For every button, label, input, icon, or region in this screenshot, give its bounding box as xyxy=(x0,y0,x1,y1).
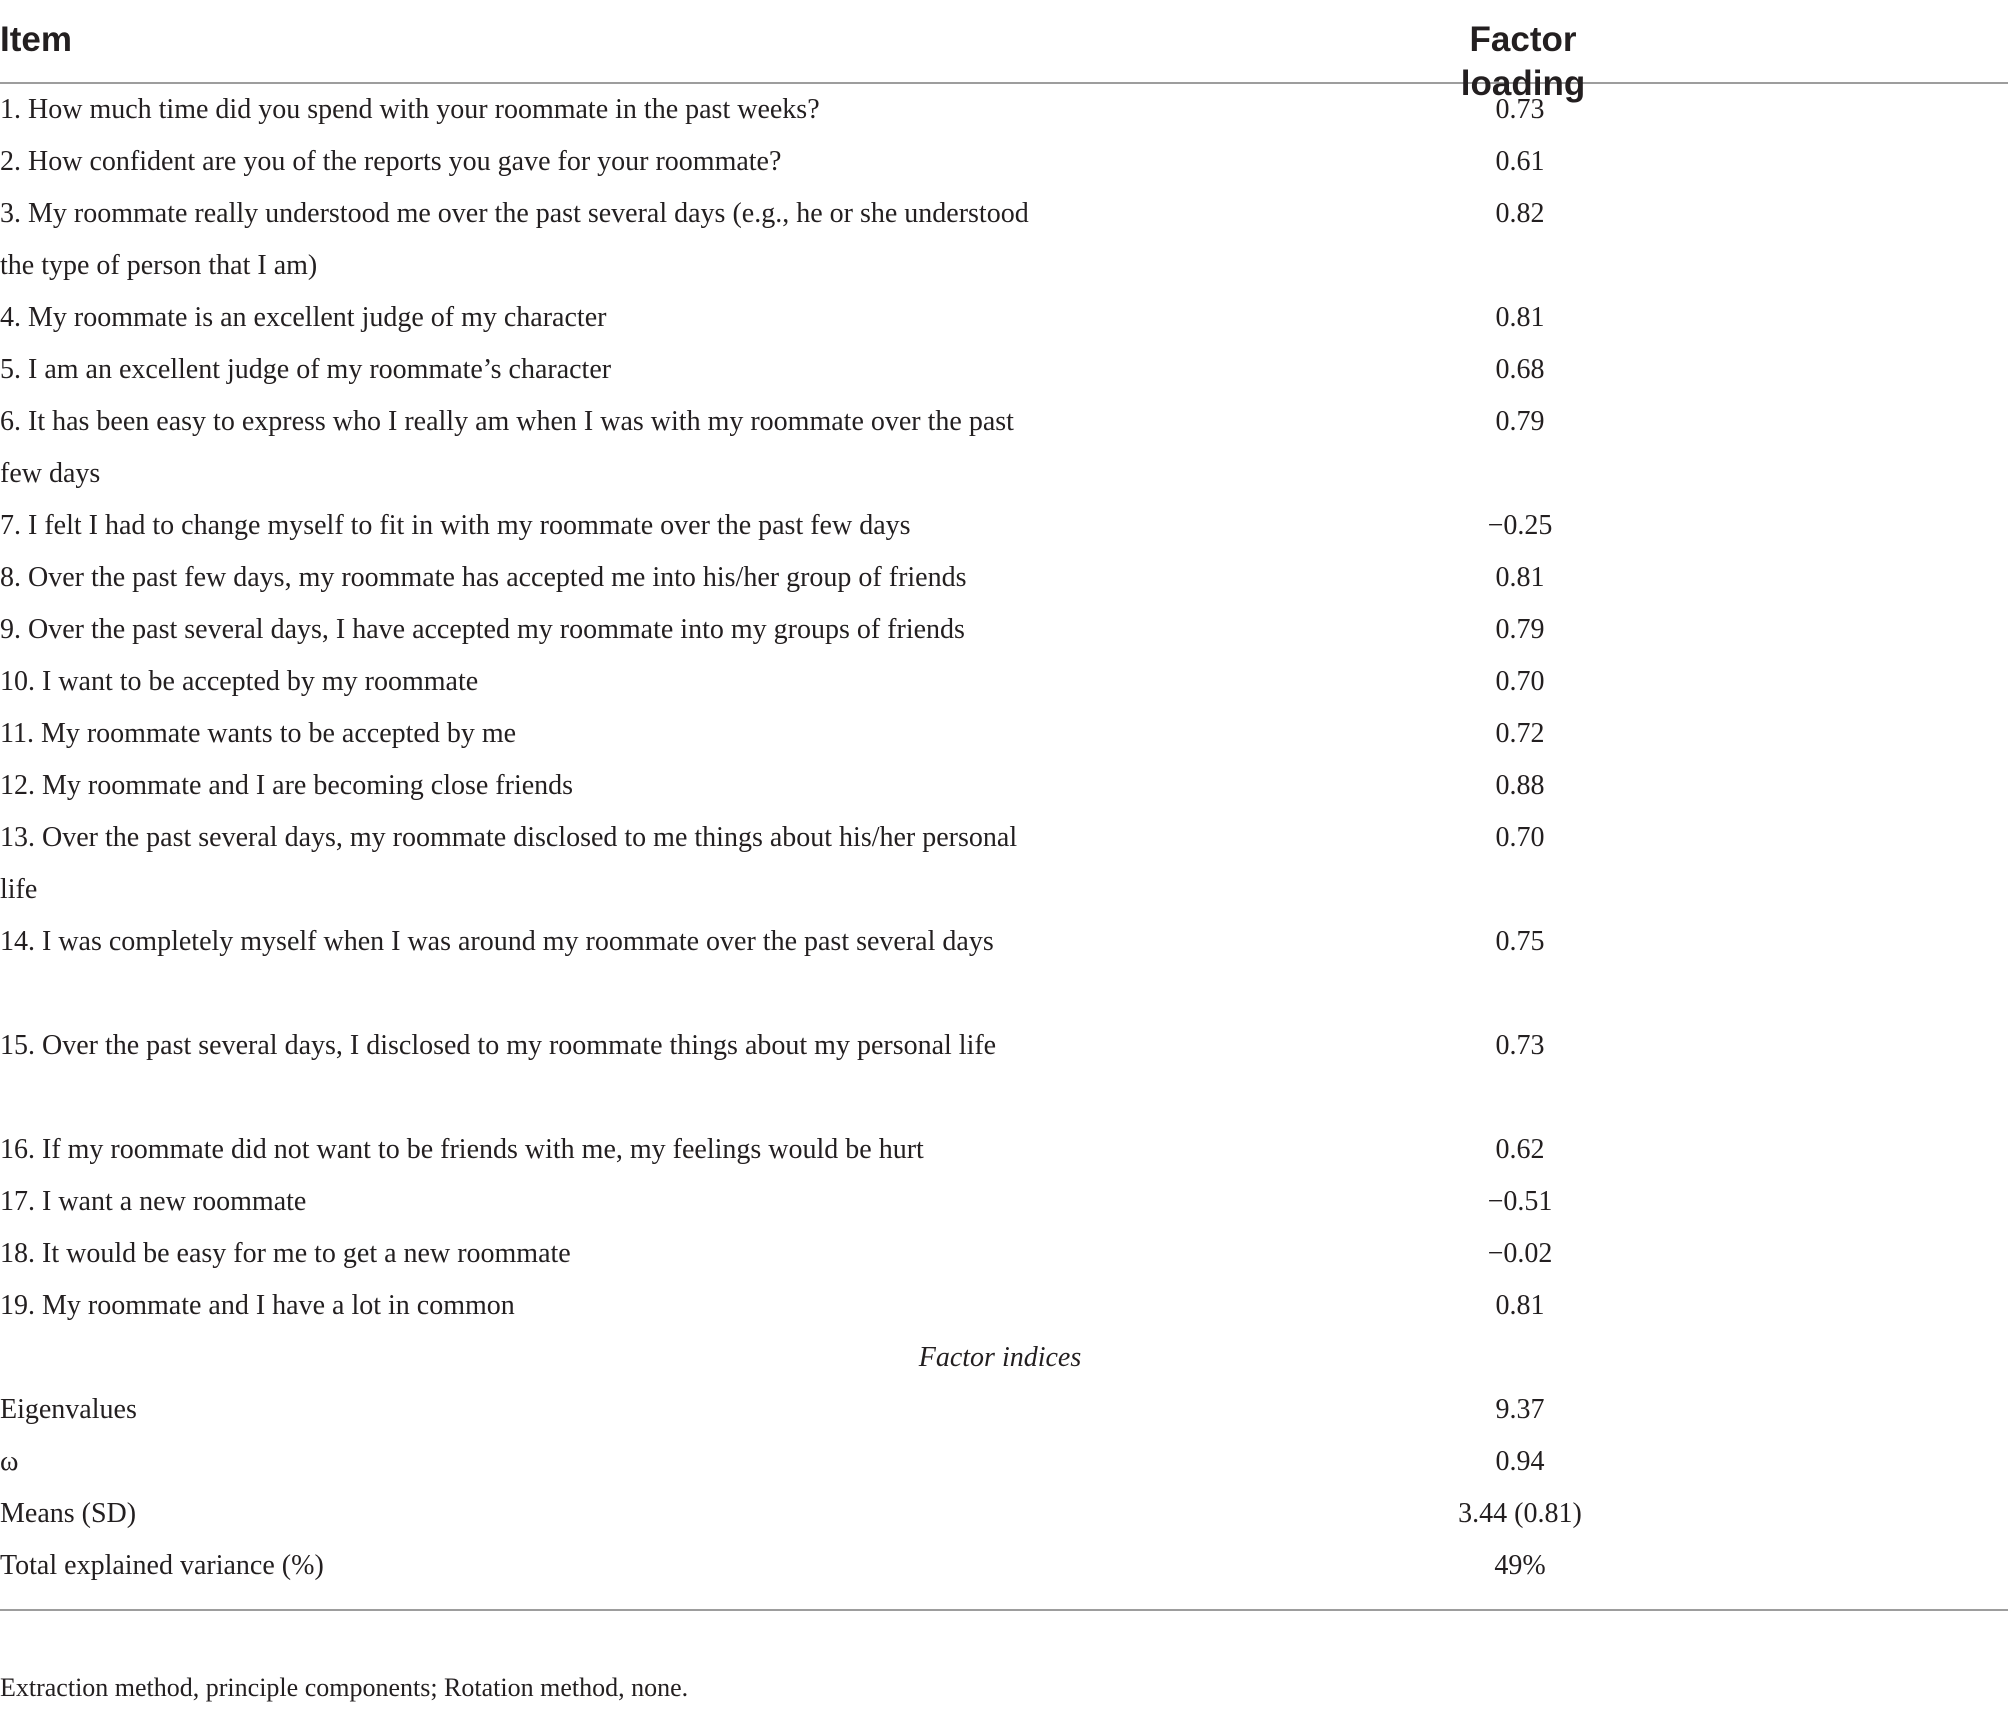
factor-loading-value: −0.02 xyxy=(1487,1238,1553,1269)
factor-loading-value: 0.73 xyxy=(1495,1030,1545,1061)
table-body xyxy=(0,84,2008,1592)
item-text: 7. I felt I had to change myself to fit in with my roommate over the past few days xyxy=(0,510,911,541)
table-row xyxy=(0,136,2008,188)
item-text: 15. Over the past several days, I disclosed to my roommate things about my personal life xyxy=(0,1030,997,1061)
section-title-factor-indices xyxy=(0,1332,2008,1384)
table-row xyxy=(0,188,2008,292)
table-row xyxy=(0,604,2008,656)
factor-loading-value: 0.82 xyxy=(1495,198,1545,229)
index-label: ω xyxy=(0,1446,19,1477)
item-text: 13. Over the past several days, my roommate disclosed to me things about his/her personal life xyxy=(0,822,1018,905)
table-row xyxy=(0,292,2008,344)
item-text: 1. How much time did you spend with your roommate in the past weeks? xyxy=(0,94,820,125)
table-row xyxy=(0,84,2008,136)
table-row xyxy=(0,760,2008,812)
item-text: 6. It has been easy to express who I really am when I was with my roommate over the past few days xyxy=(0,406,1014,489)
table-row xyxy=(0,708,2008,760)
index-row-means-sd xyxy=(0,1488,2008,1540)
factor-loading-value: 0.79 xyxy=(1495,406,1545,437)
factor-loading-value: 0.81 xyxy=(1495,302,1545,333)
factor-loading-value: 0.75 xyxy=(1495,926,1545,957)
factor-loading-value: 0.73 xyxy=(1495,94,1545,125)
table-footnote: Extraction method, principle components; Rotation method, none. xyxy=(0,1673,689,1702)
table-row xyxy=(0,344,2008,396)
item-text: 5. I am an excellent judge of my roommate’s character xyxy=(0,354,612,385)
index-row-omega xyxy=(0,1436,2008,1488)
factor-loading-value: 0.62 xyxy=(1495,1134,1545,1165)
item-text: 4. My roommate is an excellent judge of my character xyxy=(0,302,607,333)
table-row xyxy=(0,396,2008,500)
table-row xyxy=(0,812,2008,916)
item-text: 2. How confident are you of the reports you gave for your roommate? xyxy=(0,146,782,177)
item-text: 12. My roommate and I are becoming close friends xyxy=(0,770,574,801)
table-header xyxy=(0,0,2008,103)
factor-loading-value: 0.61 xyxy=(1495,146,1545,177)
item-text: 9. Over the past several days, I have accepted my roommate into my groups of friends xyxy=(0,614,965,645)
factor-loading-value: 0.79 xyxy=(1495,614,1545,645)
factor-loading-value: 0.81 xyxy=(1495,562,1545,593)
table-row xyxy=(0,1124,2008,1176)
factor-loading-value: −0.51 xyxy=(1487,1186,1553,1217)
factor-loading-value: 0.72 xyxy=(1495,718,1545,749)
table-row xyxy=(0,916,2008,1020)
table-row xyxy=(0,656,2008,708)
item-text: 8. Over the past few days, my roommate has accepted me into his/her group of friends xyxy=(0,562,967,593)
factor-loading-value: −0.25 xyxy=(1487,510,1553,541)
table-bottom-rule xyxy=(0,1609,2008,1611)
index-row-eigenvalues xyxy=(0,1384,2008,1436)
factor-loading-value: 0.70 xyxy=(1495,666,1545,697)
table-row xyxy=(0,552,2008,604)
index-value: 9.37 xyxy=(1495,1394,1545,1425)
table-row xyxy=(0,1228,2008,1280)
item-text: 18. It would be easy for me to get a new roommate xyxy=(0,1238,571,1269)
table-row xyxy=(0,500,2008,552)
item-text: 19. My roommate and I have a lot in common xyxy=(0,1290,515,1321)
section-title-text: Factor indices xyxy=(918,1342,1082,1373)
item-text: 14. I was completely myself when I was around my roommate over the past several days xyxy=(0,926,994,957)
factor-loading-value: 0.70 xyxy=(1495,822,1545,853)
factor-loading-value: 0.81 xyxy=(1495,1290,1545,1321)
index-label: Total explained variance (%) xyxy=(0,1550,324,1581)
item-text: 16. If my roommate did not want to be friends with me, my feelings would be hurt xyxy=(0,1134,924,1165)
table-row xyxy=(0,1280,2008,1332)
header-item: Item xyxy=(0,20,72,59)
item-text: 10. I want to be accepted by my roommate xyxy=(0,666,479,697)
index-row-explained-variance xyxy=(0,1540,2008,1592)
index-value: 49% xyxy=(1494,1550,1546,1581)
index-value: 0.94 xyxy=(1495,1446,1545,1477)
index-label: Eigenvalues xyxy=(0,1394,137,1425)
table-row xyxy=(0,1020,2008,1124)
item-text: 3. My roommate really understood me over the past several days (e.g., he or she understood the type of person that I am) xyxy=(0,198,1029,281)
item-text: 11. My roommate wants to be accepted by me xyxy=(0,718,517,749)
factor-loading-value: 0.88 xyxy=(1495,770,1545,801)
header-factor-loading: Factor loading xyxy=(1460,20,1586,103)
index-value: 3.44 (0.81) xyxy=(1458,1498,1582,1529)
factor-loading-value: 0.68 xyxy=(1495,354,1545,385)
item-text: 17. I want a new roommate xyxy=(0,1186,307,1217)
index-label: Means (SD) xyxy=(0,1498,137,1529)
table-row xyxy=(0,1176,2008,1228)
